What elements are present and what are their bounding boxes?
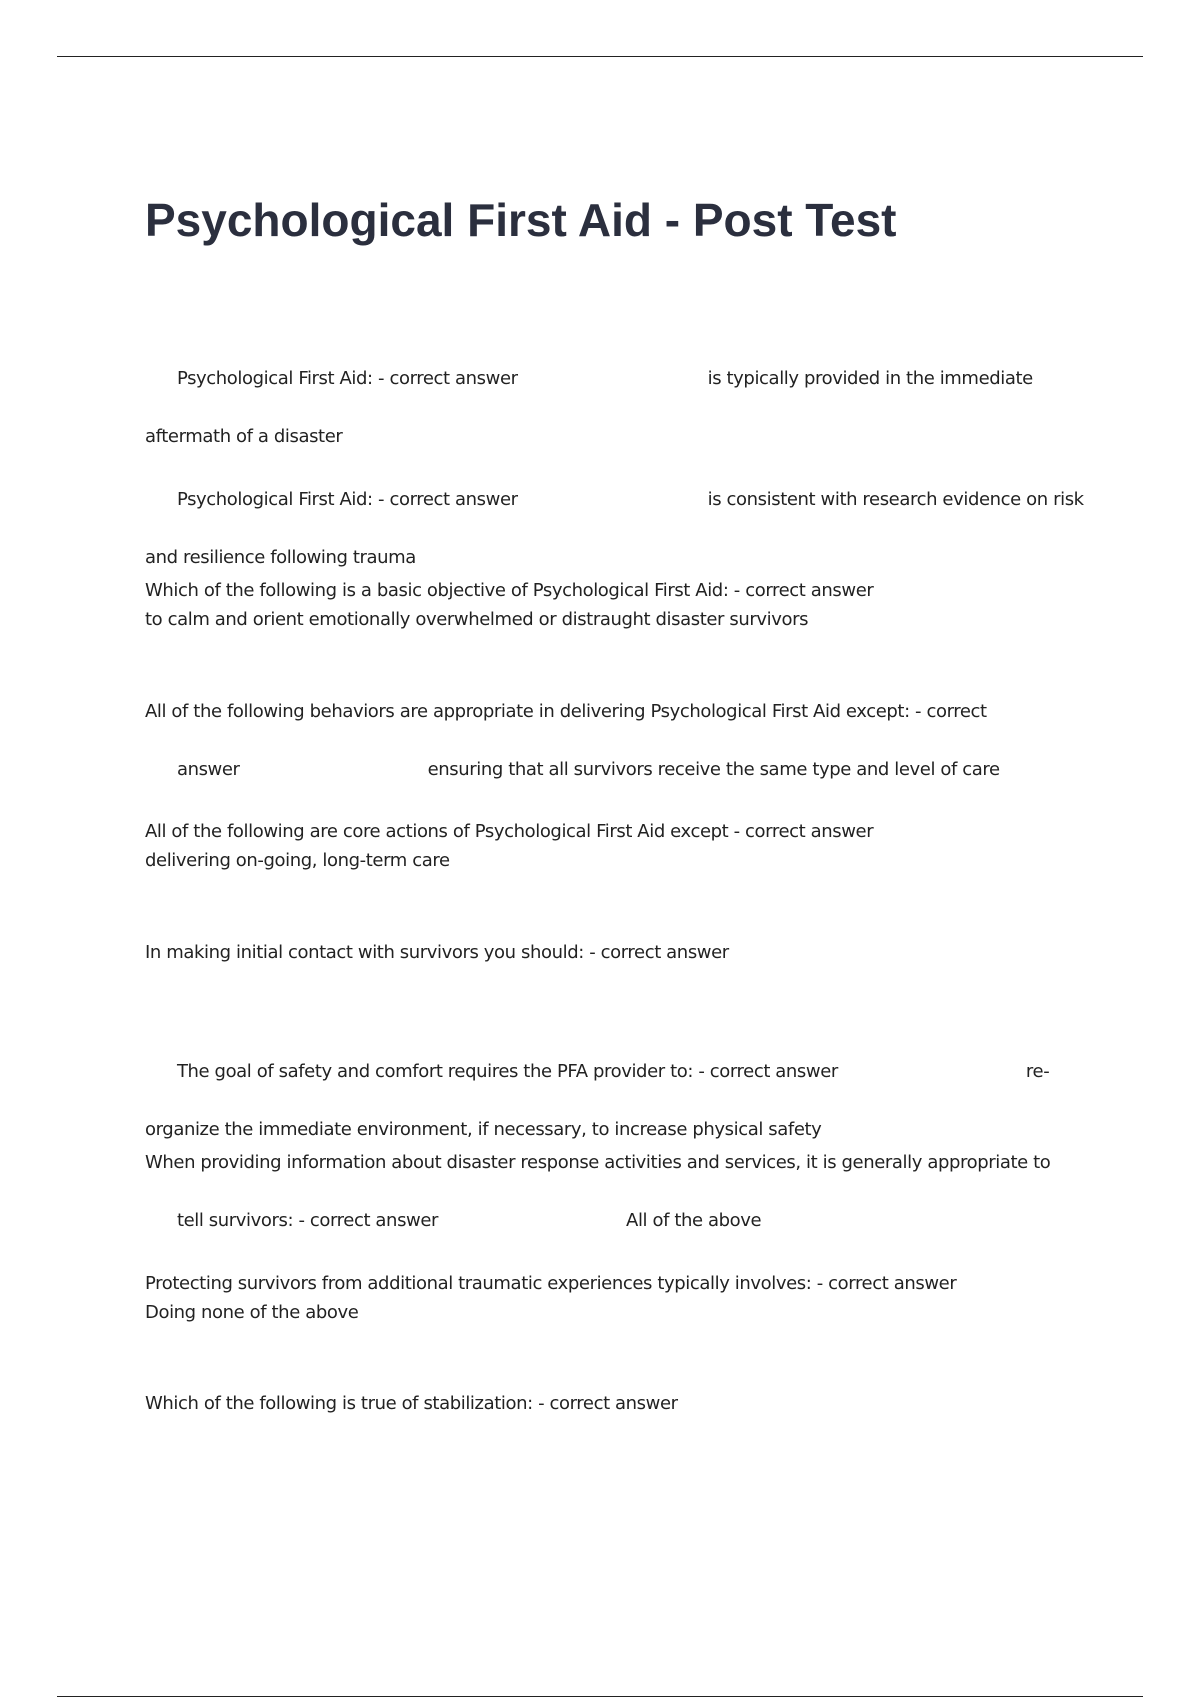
- answer-text-continued: organize the immediate environment, if necessary, to increase physical safety: [145, 1119, 822, 1140]
- question-text: Which of the following is a basic objective of Psychological First Aid: - correct answer: [145, 580, 874, 601]
- answer-text: ensuring that all survivors receive the same type and level of care: [427, 759, 1000, 780]
- qa-item-4: [145, 697, 1090, 813]
- answer-text-continued: aftermath of a disaster: [145, 426, 343, 447]
- answer-text: is typically provided in the immediate: [707, 368, 1033, 389]
- question-text: All of the following behaviors are appropriate in delivering Psychological First Aid except: - correct: [145, 701, 987, 722]
- question-text-continued: tell survivors: - correct answer: [176, 1210, 439, 1231]
- question-text-continued: answer: [176, 759, 240, 780]
- answer-text-continued: and resilience following trauma: [145, 547, 416, 568]
- qa-item-6: [145, 938, 1090, 967]
- qa-item-2: [145, 456, 1090, 572]
- answer-text: Doing none of the above: [145, 1302, 359, 1323]
- answer-text: to calm and orient emotionally overwhelmed or distraught disaster survivors: [145, 609, 809, 630]
- qa-item-3: [145, 576, 1090, 634]
- answer-text: delivering on-going, long-term care: [145, 850, 450, 871]
- qa-item-8: [145, 1148, 1090, 1264]
- question-text: When providing information about disaster response activities and services, it is generally appropriate to: [145, 1152, 1051, 1173]
- question-text: In making initial contact with survivors you should: - correct answer: [145, 942, 729, 963]
- qa-item-9: [145, 1269, 1090, 1327]
- question-text: All of the following are core actions of Psychological First Aid except - correct answer: [145, 821, 874, 842]
- question-text: The goal of safety and comfort requires the PFA provider to: - correct answer: [176, 1061, 838, 1082]
- question-text: Psychological First Aid: - correct answer: [176, 489, 518, 510]
- question-text: Protecting survivors from additional traumatic experiences typically involves: - correct answer: [145, 1273, 957, 1294]
- page-title: Psychological First Aid - Post Test: [145, 194, 897, 246]
- question-text: Which of the following is true of stabilization: - correct answer: [145, 1393, 678, 1414]
- answer-text: re-: [1025, 1061, 1050, 1082]
- question-text: Psychological First Aid: - correct answer: [176, 368, 518, 389]
- bottom-rule: [57, 1696, 1143, 1697]
- answer-text: is consistent with research evidence on risk: [707, 489, 1084, 510]
- qa-item-7: [145, 1028, 1090, 1144]
- top-rule: [57, 56, 1143, 57]
- answer-text: All of the above: [626, 1210, 762, 1231]
- qa-item-5: [145, 817, 1090, 875]
- qa-item-1: [145, 335, 1090, 451]
- qa-item-10: [145, 1389, 1090, 1418]
